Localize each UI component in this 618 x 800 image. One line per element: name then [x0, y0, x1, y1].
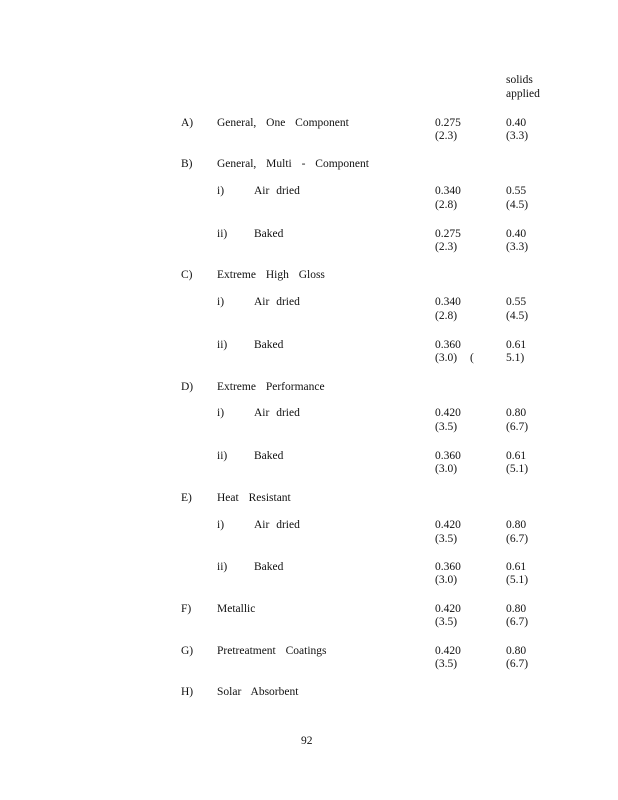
- row-d-ii-value1-paren: (3.0): [435, 463, 458, 475]
- row-a-value2-paren: (3.3): [506, 130, 529, 142]
- row-f-label: Metallic: [217, 603, 256, 615]
- row-g-value1-paren: (3.5): [435, 658, 458, 670]
- row-c-ii-stray-paren: (: [470, 352, 474, 364]
- row-d-label: Extreme Performance: [217, 381, 325, 393]
- row-c-i-value2-paren: (4.5): [506, 310, 529, 322]
- row-e-ii-value1: 0.360: [435, 561, 461, 573]
- row-c-i-label: Air dried: [254, 296, 300, 308]
- row-d-ii-label: Baked: [254, 450, 284, 462]
- row-c-letter: C): [181, 269, 193, 281]
- row-e-ii-value1-paren: (3.0): [435, 574, 458, 586]
- row-b-i-value2: 0.55: [506, 185, 527, 197]
- row-g-label: Pretreatment Coatings: [217, 645, 327, 657]
- row-f-value2: 0.80: [506, 603, 527, 615]
- row-e-ii-value2-paren: (5.1): [506, 574, 529, 586]
- row-d-ii-value1: 0.360: [435, 450, 461, 462]
- row-c-ii-value1: 0.360: [435, 339, 461, 351]
- row-e-i-value1: 0.420: [435, 519, 461, 531]
- row-d-i-label: Air dried: [254, 407, 300, 419]
- row-g-value2-paren: (6.7): [506, 658, 529, 670]
- row-d-letter: D): [181, 381, 194, 393]
- row-c-ii-value2-paren: 5.1): [506, 352, 525, 364]
- row-f-value2-paren: (6.7): [506, 616, 529, 628]
- row-h-label: Solar Absorbent: [217, 686, 299, 698]
- row-a-value2: 0.40: [506, 117, 527, 129]
- row-b-i-label: Air dried: [254, 185, 300, 197]
- row-f-value1-paren: (3.5): [435, 616, 458, 628]
- row-e-i-label: Air dried: [254, 519, 300, 531]
- row-e-ii-label: Baked: [254, 561, 284, 573]
- row-e-i-value2-paren: (6.7): [506, 533, 529, 545]
- row-d-i-value2-paren: (6.7): [506, 421, 529, 433]
- row-g-letter: G): [181, 645, 194, 657]
- page-number: 92: [301, 735, 313, 747]
- header-solids: solids: [506, 74, 533, 86]
- row-g-value1: 0.420: [435, 645, 461, 657]
- row-b-ii-value1-paren: (2.3): [435, 241, 458, 253]
- row-d-i-value2: 0.80: [506, 407, 527, 419]
- row-a-value1-paren: (2.3): [435, 130, 458, 142]
- row-d-ii-num: ii): [217, 450, 228, 462]
- row-h-letter: H): [181, 686, 194, 698]
- row-b-i-value1: 0.340: [435, 185, 461, 197]
- row-b-ii-value1: 0.275: [435, 228, 461, 240]
- row-b-ii-num: ii): [217, 228, 228, 240]
- row-e-label: Heat Resistant: [217, 492, 291, 504]
- row-b-ii-value2: 0.40: [506, 228, 527, 240]
- row-e-i-value1-paren: (3.5): [435, 533, 458, 545]
- row-b-ii-value2-paren: (3.3): [506, 241, 529, 253]
- row-e-letter: E): [181, 492, 192, 504]
- header-applied: applied: [506, 88, 540, 100]
- row-c-ii-value1-paren: (3.0): [435, 352, 458, 364]
- row-c-ii-num: ii): [217, 339, 228, 351]
- row-c-ii-label: Baked: [254, 339, 284, 351]
- row-a-value1: 0.275: [435, 117, 461, 129]
- row-c-ii-value2: 0.61: [506, 339, 527, 351]
- row-a-label: General, One Component: [217, 117, 349, 129]
- row-b-ii-label: Baked: [254, 228, 284, 240]
- row-c-label: Extreme High Gloss: [217, 269, 325, 281]
- row-d-i-value1-paren: (3.5): [435, 421, 458, 433]
- row-e-i-num: i): [217, 519, 225, 531]
- row-b-i-num: i): [217, 185, 225, 197]
- row-e-ii-num: ii): [217, 561, 228, 573]
- row-b-label: General, Multi - Component: [217, 158, 369, 170]
- row-d-i-num: i): [217, 407, 225, 419]
- row-d-ii-value2-paren: (5.1): [506, 463, 529, 475]
- row-b-letter: B): [181, 158, 193, 170]
- row-b-i-value2-paren: (4.5): [506, 199, 529, 211]
- row-a-letter: A): [181, 117, 194, 129]
- row-b-i-value1-paren: (2.8): [435, 199, 458, 211]
- row-d-i-value1: 0.420: [435, 407, 461, 419]
- row-e-ii-value2: 0.61: [506, 561, 527, 573]
- row-c-i-value1: 0.340: [435, 296, 461, 308]
- row-d-ii-value2: 0.61: [506, 450, 527, 462]
- row-c-i-value2: 0.55: [506, 296, 527, 308]
- row-e-i-value2: 0.80: [506, 519, 527, 531]
- row-g-value2: 0.80: [506, 645, 527, 657]
- row-f-value1: 0.420: [435, 603, 461, 615]
- row-c-i-num: i): [217, 296, 225, 308]
- row-f-letter: F): [181, 603, 192, 615]
- row-c-i-value1-paren: (2.8): [435, 310, 458, 322]
